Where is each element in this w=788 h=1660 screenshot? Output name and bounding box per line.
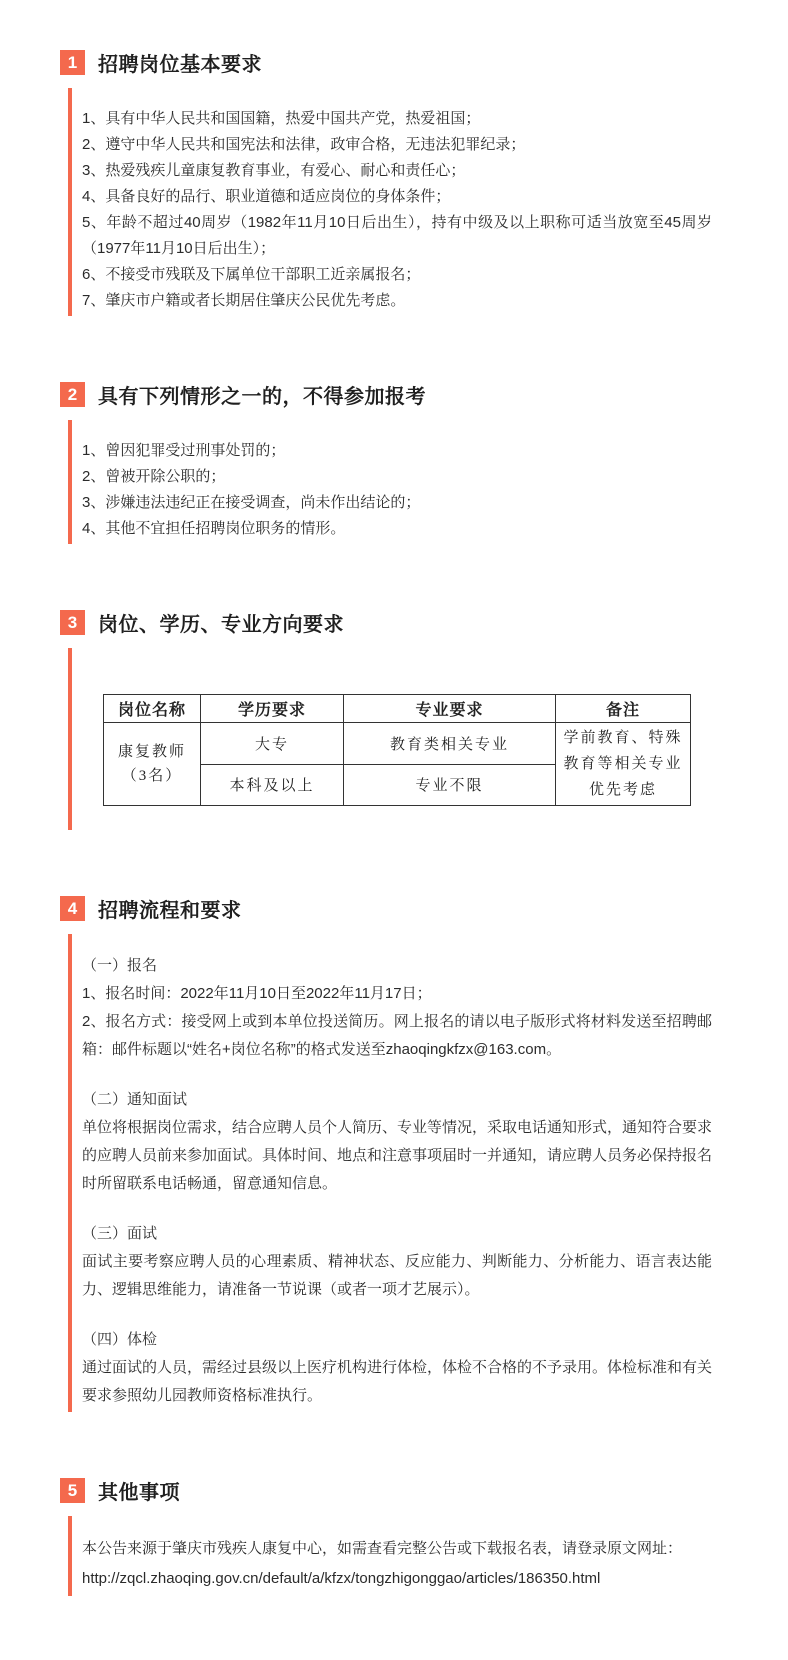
subsection-physical-exam xyxy=(82,1326,712,1410)
subsection-heading: （三）面试 xyxy=(82,1225,158,1242)
section-4-content xyxy=(68,934,712,1412)
section-3-header xyxy=(60,608,712,637)
section-4-title: 招聘流程和要求 xyxy=(98,900,242,922)
paragraph: 面试主要考察应聘人员的心理素质、精神状态、反应能力、判断能力、分析能力、语言表达能力、逻辑思维能力，请准备一节说课（或者一项才艺展示）。 xyxy=(82,1253,712,1298)
subsection-heading: （一）报名 xyxy=(82,957,158,974)
requirement-item: 4、具备良好的品行、职业道德和适应岗位的身体条件； xyxy=(82,188,451,205)
subsection-interview xyxy=(82,1220,712,1304)
paragraph: 2、报名方式：接受网上或到本单位投送简历。网上报名的请以电子版形式将材料发送至招聘邮箱：邮件标题以“姓名+岗位名称”的格式发送至zhaoqingkfzx@163.com。 xyxy=(82,1013,712,1058)
section-5-title: 其他事项 xyxy=(98,1482,180,1504)
disqualification-item: 2、曾被开除公职的； xyxy=(82,468,226,485)
section-1-title: 招聘岗位基本要求 xyxy=(98,54,262,76)
subsection-heading: （四）体检 xyxy=(82,1331,158,1348)
section-4-header xyxy=(60,894,712,923)
subsection-interview-notice xyxy=(82,1086,712,1198)
col-header-remarks: 备注 xyxy=(556,695,691,723)
subsection-registration xyxy=(82,952,712,1064)
col-header-education: 学历要求 xyxy=(201,695,344,723)
position-count: （3名） xyxy=(121,768,183,784)
disqualification-item: 4、其他不宜担任招聘岗位职务的情形。 xyxy=(82,520,346,537)
paragraph: 单位将根据岗位需求，结合应聘人员个人简历、专业等情况，采取电话通知形式，通知符合要求的应聘人员前来参加面试。具体时间、地点和注意事项届时一并通知，请应聘人员务必保持报名时所留联系电话畅通，留意通知信息。 xyxy=(82,1119,713,1192)
section-position-requirements xyxy=(60,608,712,830)
section-4-number-badge: 4 xyxy=(60,896,85,921)
section-3-number-badge: 3 xyxy=(60,610,85,635)
paragraph: 通过面试的人员，需经过县级以上医疗机构进行体检，体检不合格的不予录用。体检标准和有关要求参照幼儿园教师资格标准执行。 xyxy=(82,1359,713,1404)
education-cell: 本科及以上 xyxy=(201,764,344,806)
remarks-cell: 学前教育、特殊教育等相关专业优先考虑 xyxy=(556,723,691,806)
table-header-row xyxy=(104,695,691,723)
section-5-number-badge: 5 xyxy=(60,1478,85,1503)
paragraph: 1、报名时间：2022年11月10日至2022年11月17日； xyxy=(82,985,432,1002)
major-cell: 专业不限 xyxy=(344,764,556,806)
position-name: 康复教师 xyxy=(117,744,186,760)
subsection-heading: （二）通知面试 xyxy=(82,1091,188,1108)
section-2-content xyxy=(68,420,712,544)
section-5-content xyxy=(68,1516,712,1596)
section-2-title: 具有下列情形之一的，不得参加报考 xyxy=(98,386,426,408)
requirement-item: 1、具有中华人民共和国国籍，热爱中国共产党，热爱祖国； xyxy=(82,110,481,127)
positions-table xyxy=(103,694,691,806)
section-2-number-badge: 2 xyxy=(60,382,85,407)
section-2-header xyxy=(60,380,712,409)
section-5-header xyxy=(60,1476,712,1505)
source-note: 本公告来源于肇庆市残疾人康复中心，如需查看完整公告或下载报名表，请登录原文网址： xyxy=(82,1540,683,1557)
col-header-major: 专业要求 xyxy=(344,695,556,723)
section-recruitment-process xyxy=(60,894,712,1412)
requirement-item: 6、不接受市残联及下属单位干部职工近亲属报名； xyxy=(82,266,421,283)
disqualification-item: 3、涉嫌违法违纪正在接受调查，尚未作出结论的； xyxy=(82,494,421,511)
table-row xyxy=(104,723,691,765)
requirement-item: 5、年龄不超过40周岁（1982年11月10日后出生），持有中级及以上职称可适当放宽至45周岁（1977年11月10日后出生）； xyxy=(82,214,712,257)
section-1-number-badge: 1 xyxy=(60,50,85,75)
requirement-item: 3、热爱残疾儿童康复教育事业，有爱心、耐心和责任心； xyxy=(82,162,466,179)
source-url: http://zqcl.zhaoqing.gov.cn/default/a/kfzx/tongzhigonggao/articles/186350.html xyxy=(82,1570,601,1587)
major-cell: 教育类相关专业 xyxy=(344,723,556,765)
position-name-cell xyxy=(104,723,201,806)
section-3-title: 岗位、学历、专业方向要求 xyxy=(98,614,344,636)
requirement-item: 2、遵守中华人民共和国宪法和法律，政审合格，无违法犯罪纪录； xyxy=(82,136,526,153)
col-header-position-name: 岗位名称 xyxy=(104,695,201,723)
section-other-matters xyxy=(60,1476,712,1596)
section-1-content xyxy=(68,88,712,316)
disqualification-item: 1、曾因犯罪受过刑事处罚的； xyxy=(82,442,286,459)
section-basic-requirements xyxy=(60,48,712,316)
section-1-header xyxy=(60,48,712,77)
requirement-item: 7、肇庆市户籍或者长期居住肇庆公民优先考虑。 xyxy=(82,292,406,309)
section-3-content xyxy=(68,648,712,830)
education-cell: 大专 xyxy=(201,723,344,765)
section-disqualifications xyxy=(60,380,712,544)
